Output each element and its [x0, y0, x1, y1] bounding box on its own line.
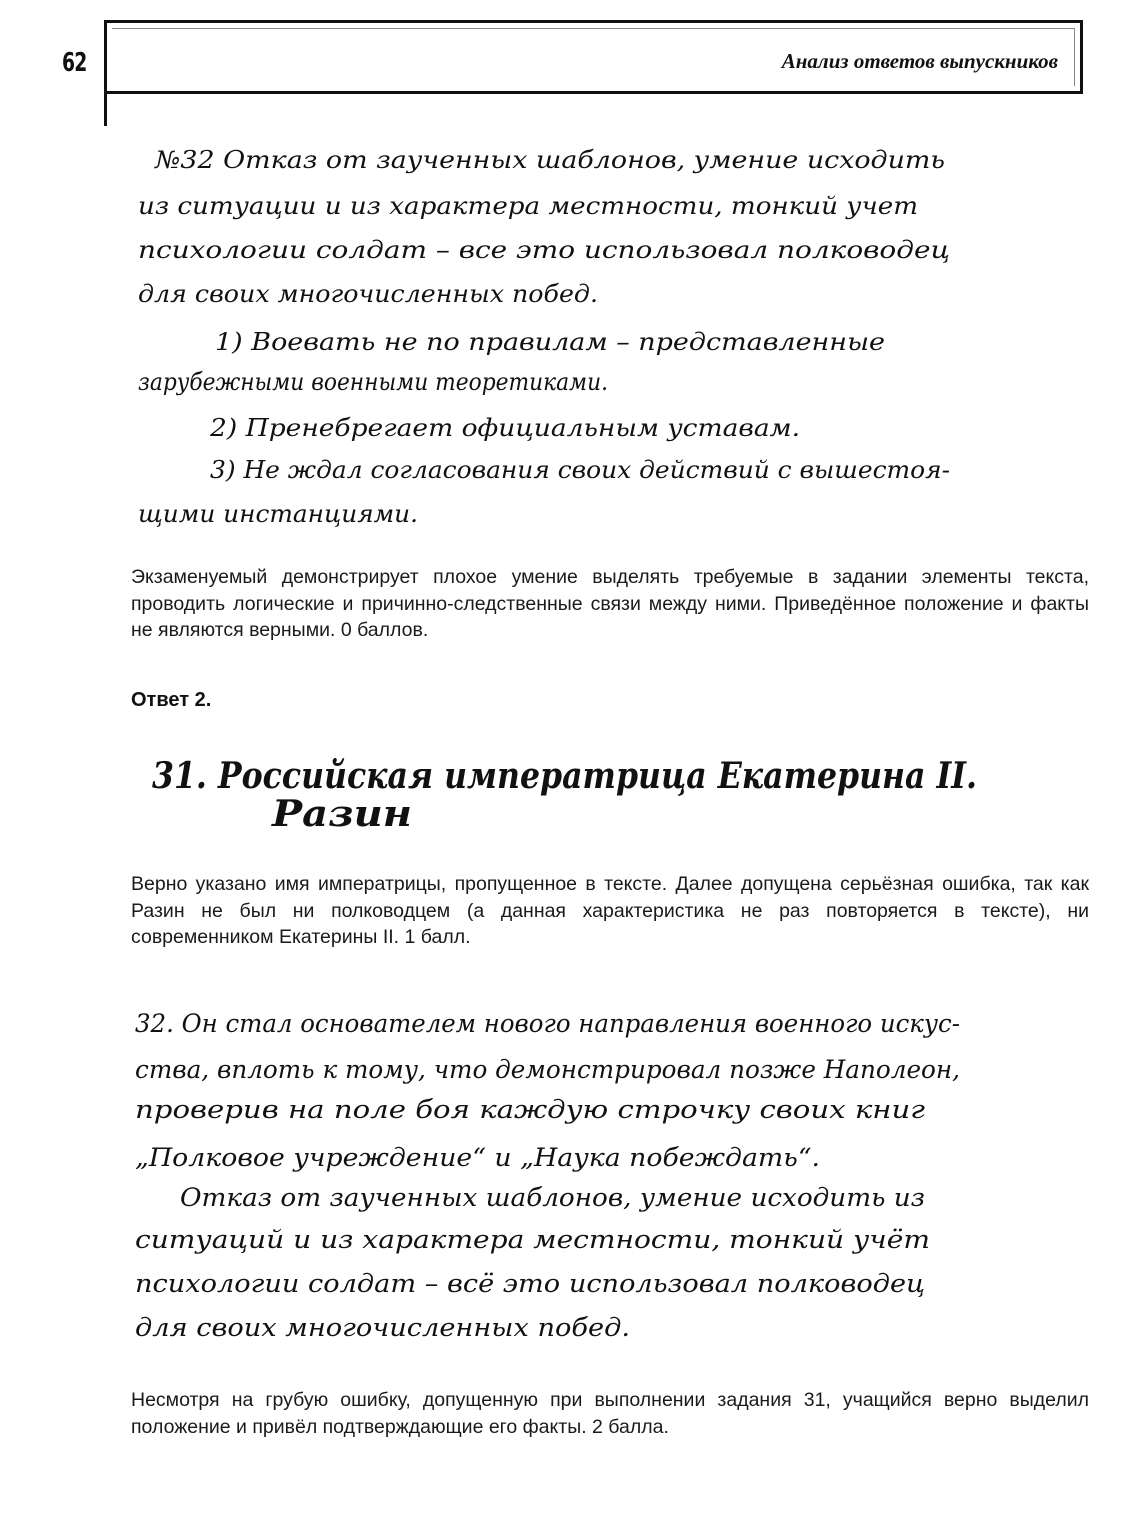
- hw-line: проверив на поле боя каждую строчку своих книг: [135, 1095, 926, 1124]
- hw-line: 3) Не ждал согласования своих действий с вышестоя-: [210, 456, 950, 484]
- handwritten-answer-2-task-31: [152, 755, 977, 835]
- hw-line: зарубежными военными теоретиками.: [138, 368, 608, 396]
- comment-answer-1: Экзаменуемый демонстрирует плохое умение выделять требуемые в задании элементы текста, проводить логические и причинно-следственные связи между ними. Приведённое положение и факты не являются верными. 0 баллов.: [131, 566, 1089, 641]
- hw-line: щими инстанциями.: [138, 500, 419, 528]
- hw-line: для своих многочисленных побед.: [135, 1313, 630, 1342]
- running-header: [104, 20, 1083, 94]
- hw-line: ства, вплоть к тому, что демонстрировал позже Наполеон,: [135, 1055, 960, 1084]
- hw-line: 32. Он стал основателем нового направления военного искус-: [135, 1009, 960, 1038]
- hw-line: №32 Отказ от заученных шаблонов, умение исходить: [153, 146, 945, 174]
- header-rule: [104, 92, 107, 126]
- hw-line: Разин: [270, 793, 412, 835]
- answer-2-heading: Ответ 2.: [131, 689, 212, 711]
- hw-line: ситуаций и из характера местности, тонкий учёт: [135, 1225, 930, 1254]
- hw-line: психологии солдат – всё это использовал полководец: [135, 1269, 925, 1298]
- hw-line: 2) Пренебрегает официальным уставам.: [208, 414, 800, 442]
- hw-line: из ситуации и из характера местности, тонкий учет: [138, 192, 918, 220]
- running-header-title: Анализ ответов выпускников: [781, 49, 1058, 73]
- page-number: 62: [62, 48, 87, 78]
- hw-line: психологии солдат – все это использовал полководец: [138, 236, 950, 264]
- handwritten-answer-2-task-32: [135, 1009, 960, 1342]
- comment-answer-2-task-31: Верно указано имя императрицы, пропущенное в тексте. Далее допущена серьёзная ошибка, так как Разин не был ни полководцем (а данная характеристика не раз повторяется в тексте), ни современником Екатерины II. 1 балл.: [131, 873, 1089, 948]
- hw-line: „Полковое учреждение“ и „Наука побеждать“.: [135, 1143, 820, 1172]
- hw-line: 31. Российская императрица Екатерина II.: [152, 755, 977, 797]
- handwritten-answer-1: [138, 146, 950, 528]
- hw-line: 1) Воевать не по правилам – представленные: [215, 328, 885, 356]
- comment-answer-2-task-32: Несмотря на грубую ошибку, допущенную при выполнении задания 31, учащийся верно выделил положение и привёл подтверждающие его факты. 2 балла.: [131, 1389, 1089, 1438]
- hw-line: Отказ от заученных шаблонов, умение исходить из: [180, 1183, 925, 1212]
- hw-line: для своих многочисленных побед.: [138, 280, 598, 308]
